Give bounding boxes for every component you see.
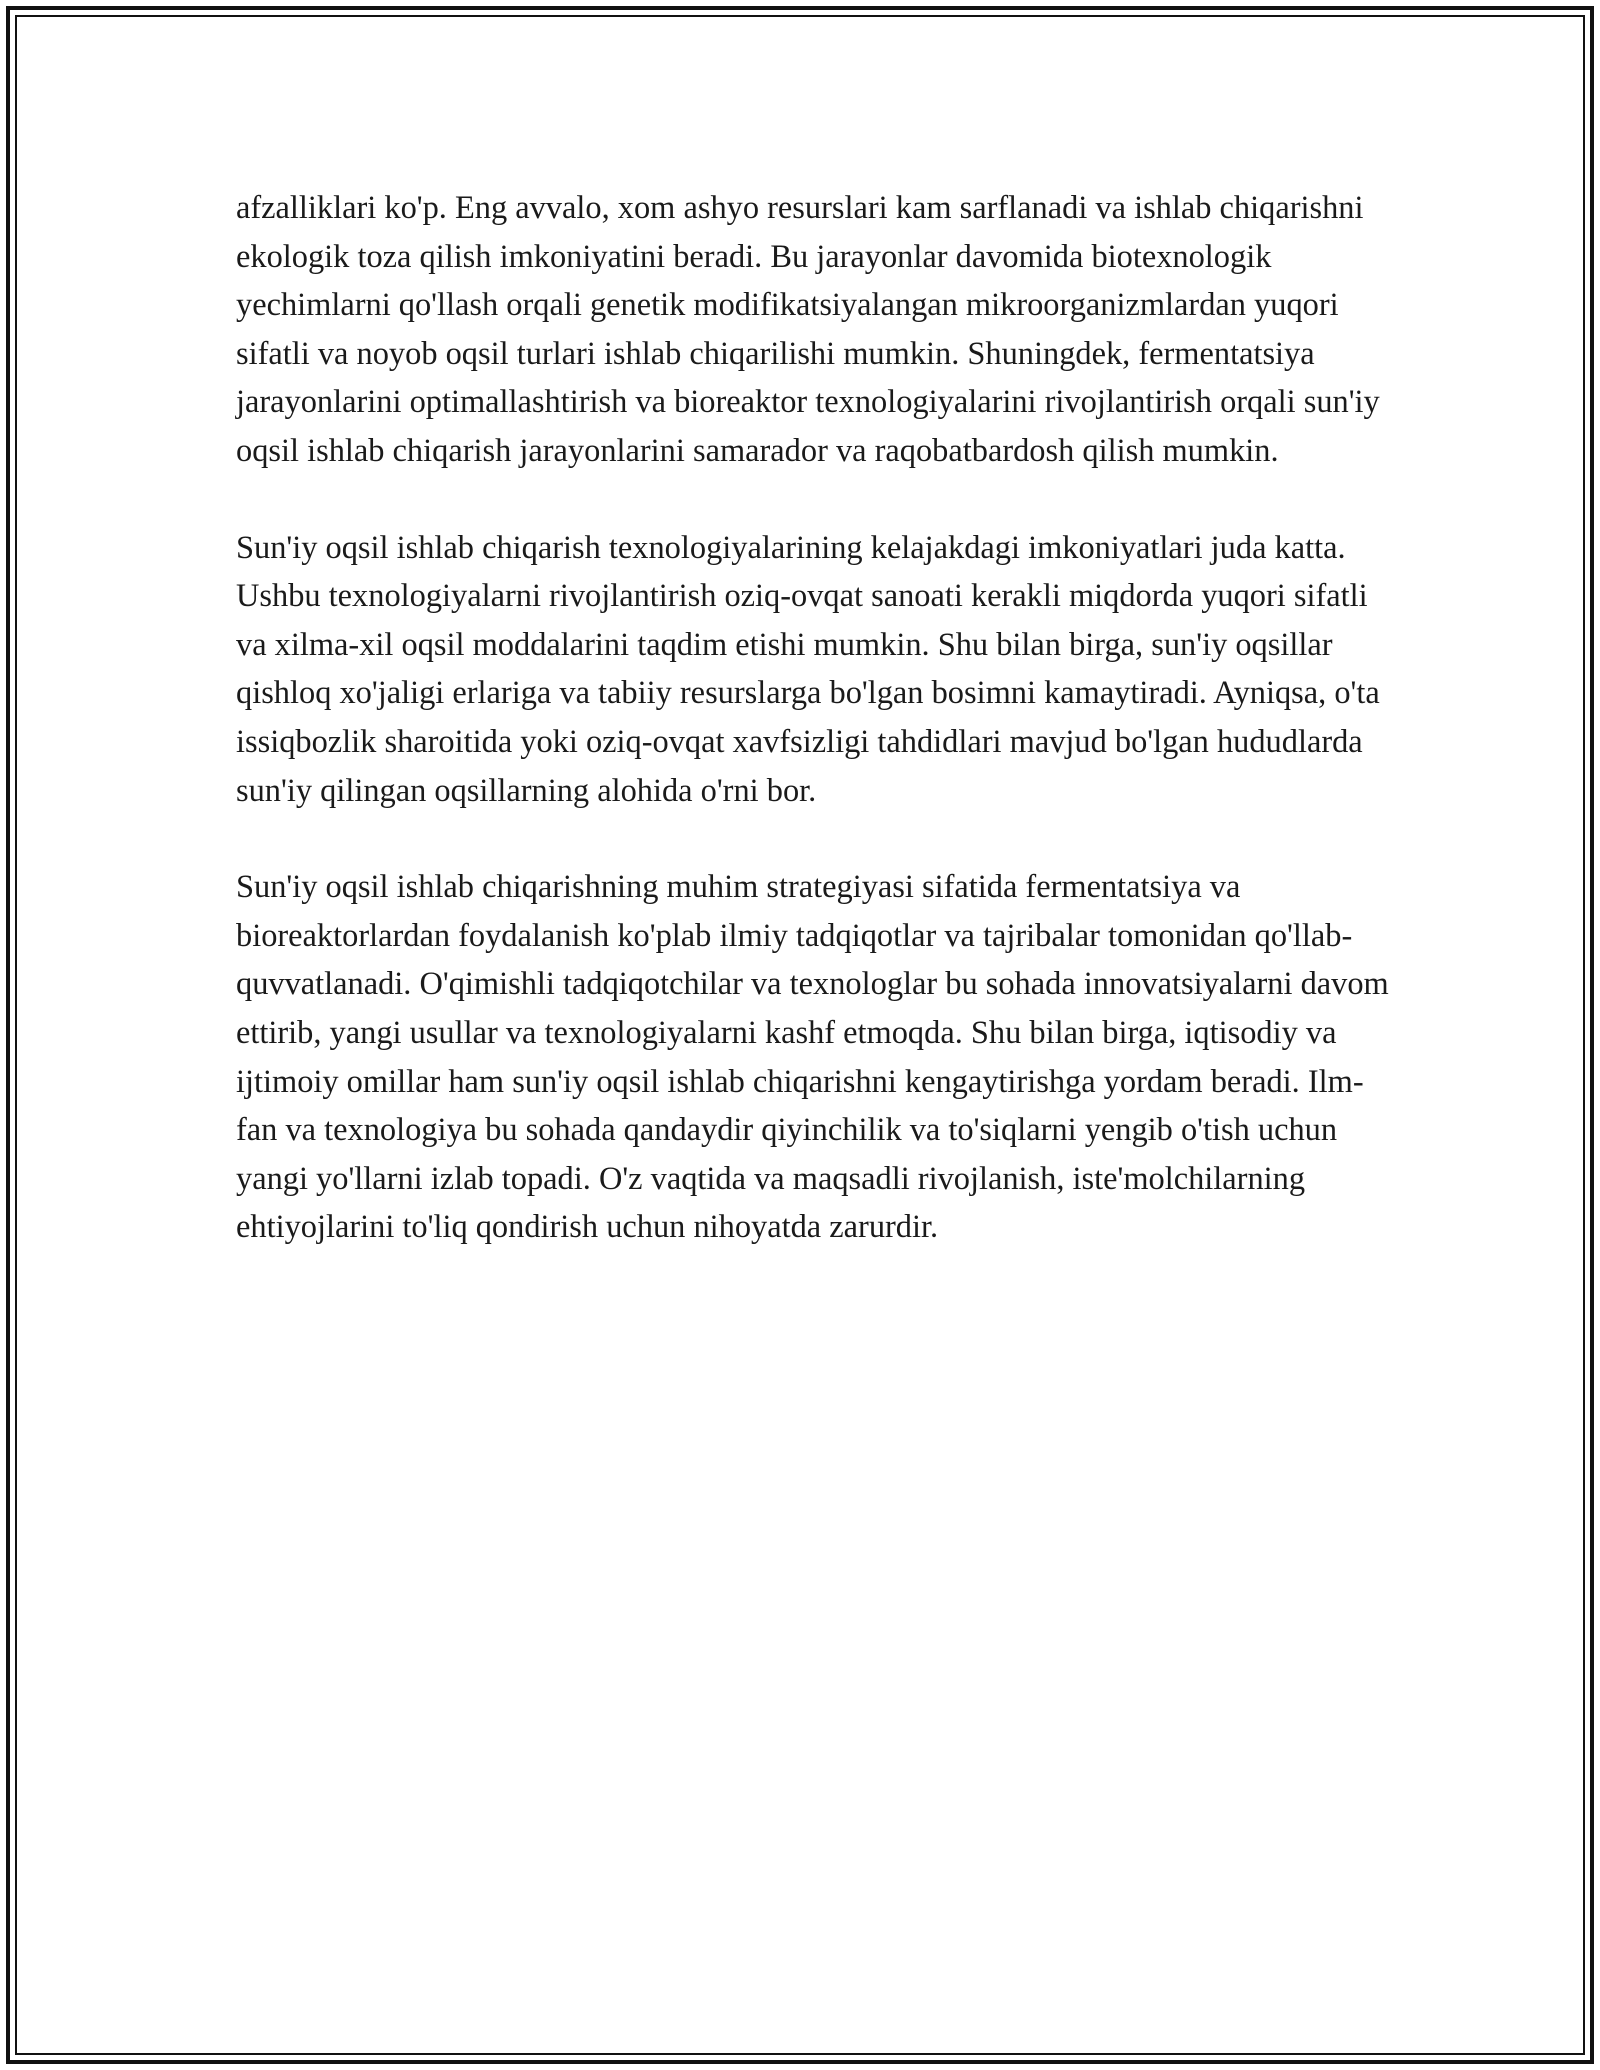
paragraph-2: Sun'iy oqsil ishlab chiqarish texnologiyalarining kelajakdagi imkoniyatlari juda katta. Ushbu texnologiyalarni rivojlantirish oziq-ovqat sanoati kerakli miqdorda yuqori sifatli va xilma-xil oqsil moddalarini taqdim etishi mumkin. Shu bilan birga, sun'iy oqsillar qishloq xo'jaligi erlariga va tabiiy resurslarga bo'lgan bosimni kamaytiradi. Ayniqsa, o'ta issiqbozlik sharoitida yoki oziq-ovqat xavfsizligi tahdidlari mavjud bo'lgan hududlarda sun'iy qilingan oqsillarning alohida o'rni bor. (236, 529, 1380, 809)
paragraph-3: Sun'iy oqsil ishlab chiqarishning muhim strategiyasi sifatida fermentatsiya va bioreaktorlardan foydalanish ko'plab ilmiy tadqiqotlar va tajribalar tomonidan qo'llab-quvvatlanadi. O'qimishli tadqiqotchilar va texnologlar bu sohada innovatsiyalarni davom ettirib, yangi usullar va texnologiyalarni kashf etmoqda. Shu bilan birga, iqtisodiy va ijtimoiy omillar ham sun'iy oqsil ishlab chiqarishni kengaytirishga yordam beradi. Ilm-fan va texnologiya bu sohada qandaydir qiyinchilik va to'siqlarni yengib o'tish uchun yangi yo'llarni izlab topadi. O'z vaqtida va maqsadli rivojlanish, iste'molchilarning ehtiyojlarini to'liq qondirish uchun nihoyatda zarurdir. (236, 869, 1389, 1246)
paragraph-1: afzalliklari ko'p. Eng avvalo, xom ashyo resurslari kam sarflanadi va ishlab chiqarishni ekologik toza qilish imkoniyatini beradi. Bu jarayonlar davomida biotexnologik yechimlarni qo'llash orqali genetik modifikatsiyalangan mikroorganizmlardan yuqori sifatli va noyob oqsil turlari ishlab chiqarilishi mumkin. Shuningdek, fermentatsiya jarayonlarini optimallashtirish va bioreaktor texnologiyalarini rivojlantirish orqali sun'iy oqsil ishlab chiqarish jarayonlarini samarador va raqobatbardosh qilish mumkin. (236, 190, 1380, 469)
document-body (236, 184, 1396, 1252)
